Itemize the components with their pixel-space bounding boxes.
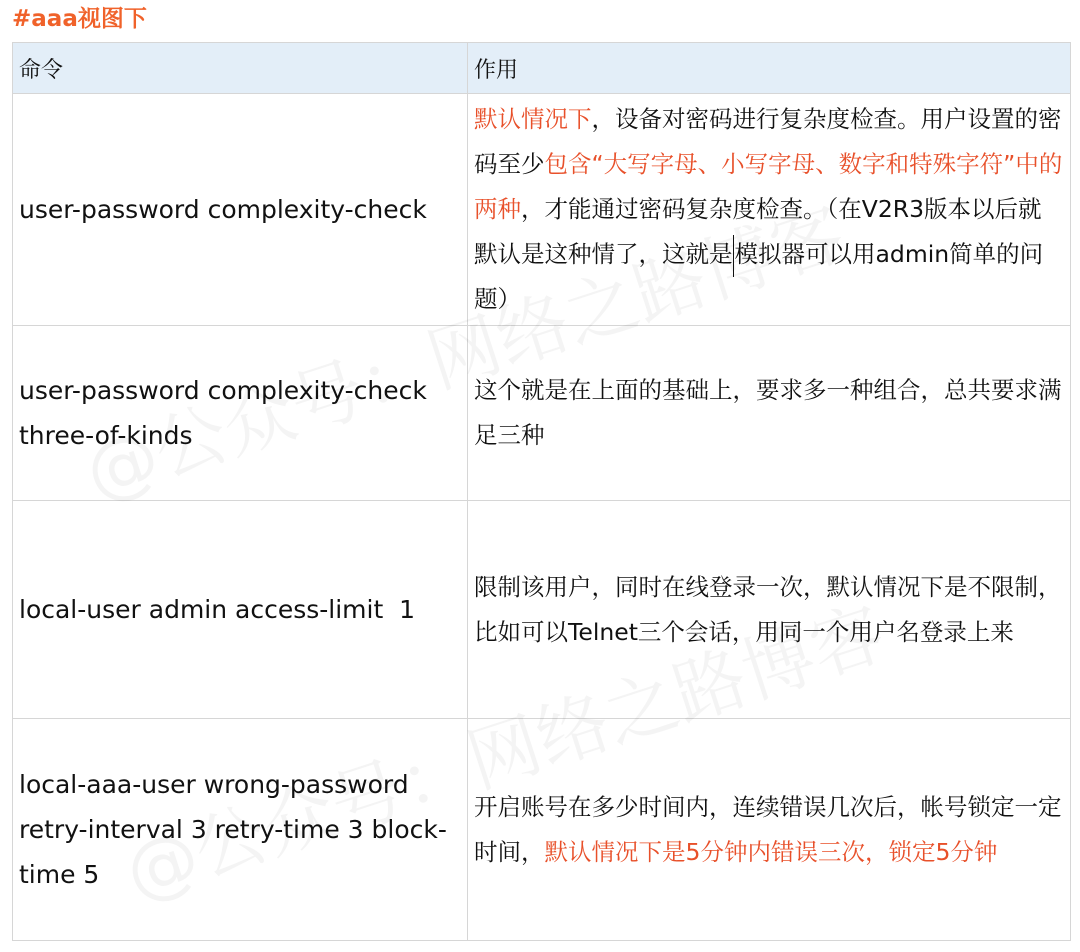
description-cell — [468, 326, 1071, 501]
column-header-purpose: 作用 — [468, 43, 1071, 94]
command-cell: user-password complexity-check three-of-kinds — [13, 326, 468, 501]
command-cell: user-password complexity-check — [13, 94, 468, 326]
table-row — [13, 94, 1071, 326]
table-header-row — [13, 43, 1071, 94]
text-cursor — [733, 235, 734, 277]
command-cell: local-aaa-user wrong-password retry-interval 3 retry-time 3 block-time 5 — [13, 719, 468, 941]
highlight-text: 默认情况下 — [474, 105, 592, 133]
description-text: 开启账号在多少时间内，连续错误几次后，帐号锁定一定时间， — [474, 792, 1062, 866]
table-row — [13, 501, 1071, 719]
description-text: ，设备对密码进行复杂度检查。用户设置的密码至少 — [474, 105, 1062, 178]
description-text: 模拟器可以用admin简单的问题） — [474, 240, 1044, 313]
description-cell — [468, 94, 1071, 326]
section-heading: #aaa视图下 — [12, 6, 147, 32]
highlight-text: 包含“大写字母、小写字母、数字和特殊字符”中的两种 — [474, 150, 1063, 223]
highlight-text: 默认情况下是5分钟内错误三次，锁定5分钟 — [544, 837, 998, 866]
description-text: 这个就是在上面的基础上，要求多一种组合，总共要求满足三种 — [474, 376, 1062, 449]
description-text: 限制该用户，同时在线登录一次，默认情况下是不限制，比如可以Telnet三个会话，用同一个用户名登录上来 — [474, 572, 1062, 646]
table-row — [13, 326, 1071, 501]
description-cell — [468, 719, 1071, 941]
command-table — [12, 42, 1071, 941]
command-cell: local-user admin access-limit 1 — [13, 501, 468, 719]
table-row — [13, 719, 1071, 941]
description-cell — [468, 501, 1071, 719]
column-header-command: 命令 — [13, 43, 468, 94]
description-text: ，才能通过密码复杂度检查。（在V2R3版本以后就默认是这种情了，这就是 — [474, 195, 1042, 268]
